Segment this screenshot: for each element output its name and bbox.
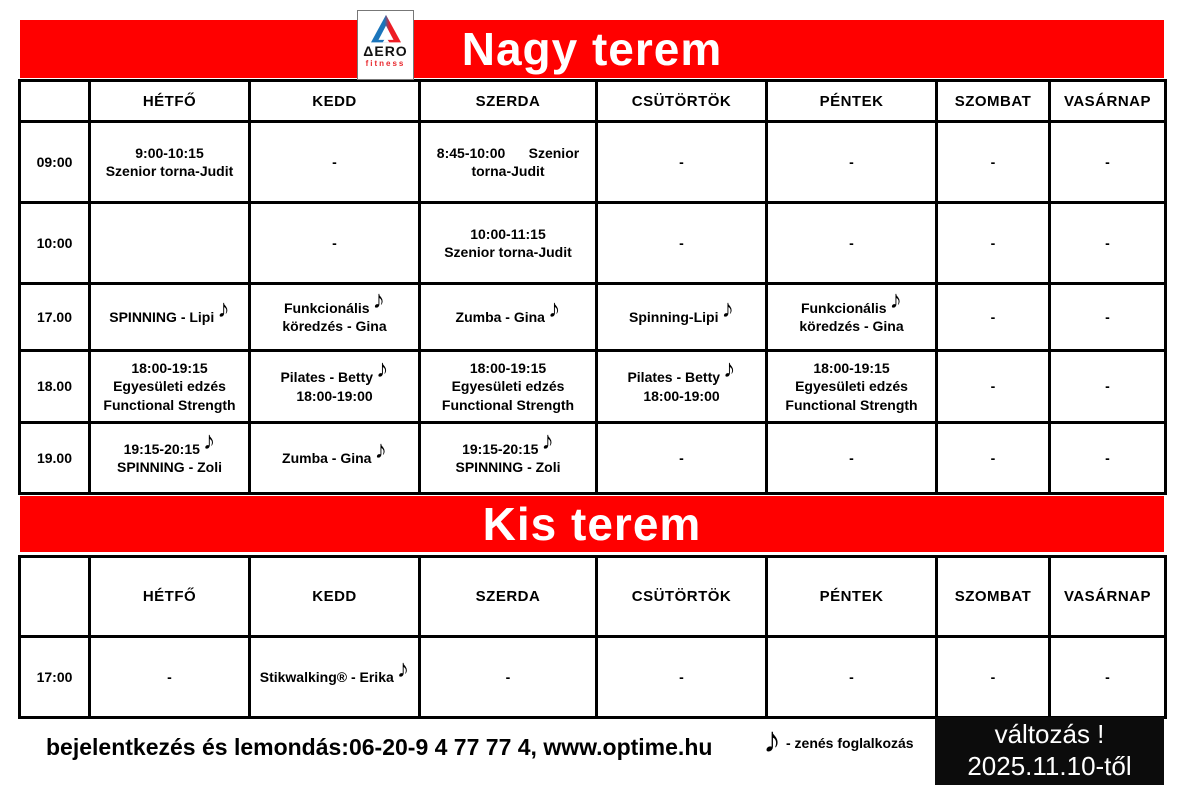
schedule-row xyxy=(20,284,1166,351)
day-header: SZERDA xyxy=(420,557,597,637)
schedule-cell: Pilates - Betty ♪ 18:00-19:00 xyxy=(250,351,420,423)
aero-triangle-icon xyxy=(369,14,403,44)
schedule-cell: - xyxy=(767,637,937,718)
music-note-icon: ♪ xyxy=(763,719,781,760)
time-label: 19.00 xyxy=(20,423,90,494)
day-header: CSÜTÖRTÖK xyxy=(597,557,767,637)
aero-fitness-logo xyxy=(357,10,414,80)
schedule-cell: - xyxy=(90,637,250,718)
nagy-terem-banner xyxy=(20,20,1164,78)
schedule-cell: - xyxy=(767,122,937,203)
day-header: KEDD xyxy=(250,81,420,122)
kis-terem-table xyxy=(18,555,1167,719)
schedule-cell: - xyxy=(1050,122,1166,203)
schedule-cell: 18:00-19:15 Egyesületi edzés Functional Strength xyxy=(420,351,597,423)
schedule-cell: 19:15-20:15 ♪ SPINNING - Zoli xyxy=(420,423,597,494)
contact-info: bejelentkezés és lemondás:06-20-9 4 77 77 4, www.optime.hu xyxy=(46,734,713,760)
schedule-cell: - xyxy=(1050,351,1166,423)
day-header: VASÁRNAP xyxy=(1050,557,1166,637)
day-header: HÉTFŐ xyxy=(90,557,250,637)
nagy-terem-title: Nagy terem xyxy=(461,23,723,75)
time-column-header xyxy=(20,81,90,122)
time-label: 10:00 xyxy=(20,203,90,284)
schedule-cell: - xyxy=(937,423,1050,494)
schedule-cell: - xyxy=(937,203,1050,284)
kis-terem-title: Kis terem xyxy=(482,498,702,550)
time-label: 17.00 xyxy=(20,284,90,351)
schedule-cell: - xyxy=(937,122,1050,203)
day-header: PÉNTEK xyxy=(767,557,937,637)
time-column-header xyxy=(20,557,90,637)
schedule-cell: - xyxy=(597,122,767,203)
schedule-cell: - xyxy=(250,122,420,203)
schedule-cell: - xyxy=(937,284,1050,351)
schedule-row xyxy=(20,351,1166,423)
schedule-cell: - xyxy=(937,637,1050,718)
schedule-cell: - xyxy=(1050,284,1166,351)
day-header: HÉTFŐ xyxy=(90,81,250,122)
day-header-row xyxy=(20,81,1166,122)
schedule-cell: - xyxy=(1050,637,1166,718)
schedule-cell: Pilates - Betty ♪ 18:00-19:00 xyxy=(597,351,767,423)
schedule-row xyxy=(20,203,1166,284)
schedule-cell: 9:00-10:15 Szenior torna-Judit xyxy=(90,122,250,203)
logo-subtitle: fitness xyxy=(365,59,406,69)
schedule-cell: - xyxy=(937,351,1050,423)
change-notice-line2: 2025.11.10-től xyxy=(967,751,1132,781)
schedule-row xyxy=(20,423,1166,494)
schedule-cell: - xyxy=(597,423,767,494)
change-notice-line1: változás ! xyxy=(994,719,1105,750)
schedule-cell: 19:15-20:15 ♪ SPINNING - Zoli xyxy=(90,423,250,494)
time-label: 09:00 xyxy=(20,122,90,203)
day-header: SZOMBAT xyxy=(937,557,1050,637)
schedule-cell: - xyxy=(250,203,420,284)
schedule-cell: - xyxy=(1050,203,1166,284)
kis-terem-banner xyxy=(20,496,1164,552)
day-header: SZERDA xyxy=(420,81,597,122)
schedule-cell: 10:00-11:15 Szenior torna-Judit xyxy=(420,203,597,284)
schedule-cell: Spinning-Lipi ♪ xyxy=(597,284,767,351)
schedule-cell: Stikwalking® - Erika ♪ xyxy=(250,637,420,718)
schedule-cell: SPINNING - Lipi ♪ xyxy=(90,284,250,351)
schedule-cell: - xyxy=(767,423,937,494)
music-legend xyxy=(763,719,914,764)
schedule-cell: Funkcionális ♪ köredzés - Gina xyxy=(767,284,937,351)
schedule-cell: Zumba - Gina ♪ xyxy=(420,284,597,351)
day-header: CSÜTÖRTÖK xyxy=(597,81,767,122)
schedule-row xyxy=(20,637,1166,718)
schedule-cell: - xyxy=(420,637,597,718)
schedule-cell xyxy=(90,203,250,284)
schedule-cell: 18:00-19:15 Egyesületi edzés Functional Strength xyxy=(90,351,250,423)
schedule-cell: - xyxy=(597,203,767,284)
schedule-cell: Zumba - Gina ♪ xyxy=(250,423,420,494)
day-header: SZOMBAT xyxy=(937,81,1050,122)
schedule-cell: Funkcionális ♪ köredzés - Gina xyxy=(250,284,420,351)
schedule-cell: - xyxy=(597,637,767,718)
day-header-row xyxy=(20,557,1166,637)
logo-wordmark: ΔERO xyxy=(363,43,408,59)
schedule-cell: 18:00-19:15 Egyesületi edzés Functional Strength xyxy=(767,351,937,423)
schedule-cell: - xyxy=(767,203,937,284)
nagy-terem-table xyxy=(18,79,1167,495)
time-label: 17:00 xyxy=(20,637,90,718)
music-legend-label: - zenés foglalkozás xyxy=(786,735,914,751)
day-header: KEDD xyxy=(250,557,420,637)
time-label: 18.00 xyxy=(20,351,90,423)
schedule-row xyxy=(20,122,1166,203)
schedule-cell: - xyxy=(1050,423,1166,494)
change-notice xyxy=(935,717,1164,785)
day-header: PÉNTEK xyxy=(767,81,937,122)
schedule-cell: 8:45-10:00 Szenior torna-Judit xyxy=(420,122,597,203)
day-header: VASÁRNAP xyxy=(1050,81,1166,122)
